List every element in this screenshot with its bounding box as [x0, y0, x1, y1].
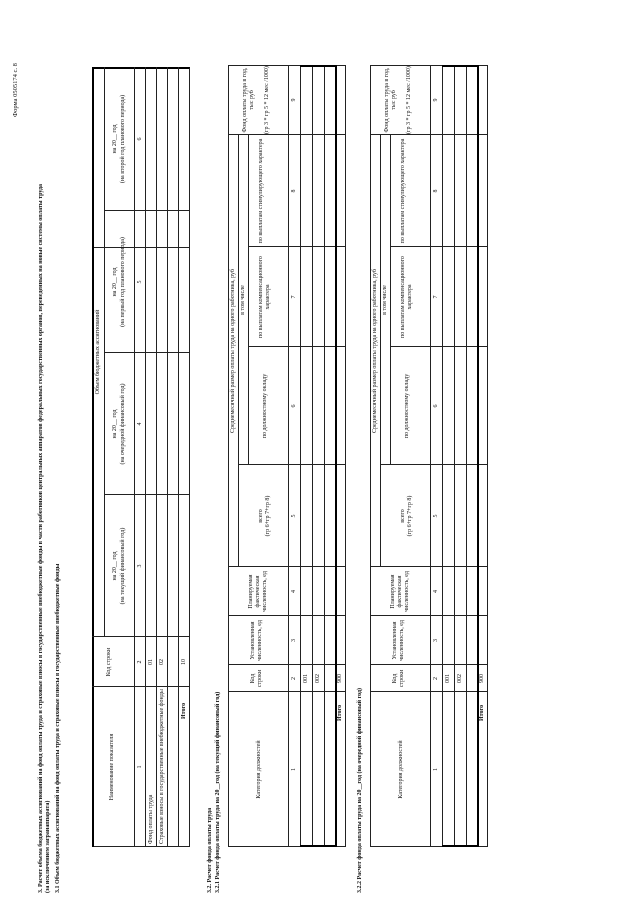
section-3-heading-line2: (за исключением загранаппарата): [45, 800, 51, 893]
num-cell: 3: [137, 564, 143, 568]
num-cell: 7: [433, 295, 439, 299]
col-year-2-sub: (на очередной финансовый год): [120, 383, 126, 465]
total-label: Итого: [181, 702, 187, 719]
col-compensation: по выплатам компенсационного характера: [400, 256, 413, 338]
col-budget-volume: Объем бюджетных ассигнований: [95, 309, 101, 395]
num-cell: 9: [433, 98, 439, 102]
num-cell: 1: [291, 768, 297, 771]
num-cell: 4: [433, 590, 439, 593]
row-code: 002: [315, 674, 321, 683]
row-name: Фонд оплаты труда: [148, 794, 154, 844]
row-name: Страховые взносы в государственные внебюджетные фонды: [159, 689, 165, 844]
col-payroll-fund-formula: (гр 3 * гр 5 * 12 мес /1000): [406, 66, 412, 134]
num-cell: 9: [291, 98, 297, 102]
col-stimulating: по выплатам стимулирующего характера: [258, 138, 264, 244]
col-planned-staff: Планируемая фактическая численность, ед: [390, 571, 410, 612]
form-code: Форма 0505174 с. 8: [12, 63, 19, 117]
col-total: всего: [258, 509, 264, 523]
num-cell: 3: [291, 639, 297, 642]
col-total-sub: (гр 6+гр 7+гр 8): [407, 495, 413, 537]
col-year-3-sub: (на первый год планового периода): [120, 237, 126, 327]
row-code: 002: [457, 674, 463, 683]
col-avg-salary: Среднемесячный размер оплаты труда на одного работника, руб: [372, 268, 378, 434]
col-indicator-name: Наименование показателя: [109, 733, 115, 801]
total-code: 900: [479, 674, 485, 683]
col-year-4: на 20__ год: [112, 124, 118, 154]
num-cell: 7: [291, 295, 297, 299]
num-cell: 4: [137, 422, 143, 426]
table-3-2-2: [370, 65, 488, 847]
table-3-2-1-title: 3.2.1 Расчет фонда оплаты труда на 20__год (на текущий финансовый год): [215, 691, 221, 893]
num-cell: 5: [137, 280, 143, 284]
num-cell: 5: [433, 514, 439, 518]
num-cell: 6: [433, 404, 439, 408]
table-3-1: [92, 67, 190, 847]
col-compensation: по выплатам компенсационного характера: [258, 256, 271, 338]
row-code: 001: [303, 674, 309, 683]
num-cell: 2: [433, 677, 439, 680]
col-year-1: на 20__ год: [112, 551, 118, 581]
num-cell: 6: [291, 404, 297, 408]
num-cell: 2: [291, 677, 297, 680]
total-label: Итого: [479, 704, 485, 721]
num-cell: 6: [137, 137, 143, 141]
col-total: всего: [400, 509, 406, 523]
col-position-category: Категория должностей: [256, 740, 262, 799]
section-3-heading: 3. Расчет объема бюджетных ассигнований на фонд оплаты труда и страховые взносы в государственные внебюджетные фонды в части работников центральных аппаратов федеральных государственных органов, переведенных на новые системы оплаты труда: [38, 183, 44, 893]
num-cell: 1: [433, 768, 439, 771]
row-code: 01: [148, 659, 154, 665]
col-year-3: на 20__ год: [112, 267, 118, 297]
col-line-code: Код строки: [250, 669, 263, 688]
section-3-2-title: 3.2. Расчет фонда оплаты труда: [207, 807, 213, 893]
col-total-sub: (гр 6+гр 7+гр 8): [265, 495, 271, 537]
col-payroll-fund-formula: (гр 3 * гр 5 * 12 мес /1000): [264, 66, 270, 134]
num-cell: 8: [291, 189, 297, 193]
num-cell: 1: [137, 765, 143, 769]
col-position-category: Категория должностей: [398, 740, 404, 799]
row-code: 001: [445, 674, 451, 683]
col-established-staff: Установленная численность, ед: [392, 620, 405, 661]
col-planned-staff: Планируемая фактическая численность, ед: [248, 571, 268, 612]
col-established-staff: Установленная численность, ед: [250, 620, 263, 661]
num-cell: 2: [137, 660, 143, 664]
num-cell: 5: [291, 514, 297, 518]
total-code: 10: [181, 659, 187, 665]
col-payroll-fund: Фонд оплаты труда в год, тыс руб: [384, 67, 397, 133]
col-stimulating: по выплатам стимулирующего характера: [400, 138, 406, 244]
table-3-1-title: 3.1 Объем бюджетных ассигнований на фонд оплаты труда и страховые взносы в государственные внебюджетные фонды: [55, 563, 61, 893]
col-year-1-sub: (на текущий финансовый год): [120, 527, 126, 605]
col-line-code: Код строки: [106, 647, 112, 677]
col-salary: по должностному окладу: [262, 373, 268, 439]
col-year-2: на 20__ год: [112, 409, 118, 439]
col-line-code: Код строки: [392, 669, 405, 688]
num-cell: 4: [291, 590, 297, 593]
total-code: 900: [337, 674, 343, 683]
col-avg-salary: Среднемесячный размер оплаты труда на одного работника, руб: [230, 268, 236, 434]
col-including: в том числе: [240, 285, 246, 315]
col-salary: по должностному окладу: [404, 373, 410, 439]
col-year-4-sub: (на второй год планового периода): [120, 94, 126, 184]
table-3-2-1: [228, 65, 346, 847]
row-code: 02: [159, 659, 165, 665]
num-cell: 3: [433, 639, 439, 642]
num-cell: 8: [433, 189, 439, 193]
col-including: в том числе: [382, 285, 388, 315]
table-3-2-2-title: 3.2.2 Расчет фонда оплаты труда на 20__год (на очередной финансовый год): [357, 687, 363, 893]
total-label: Итого: [337, 704, 343, 721]
col-payroll-fund: Фонд оплаты труда в год, тыс руб: [242, 67, 255, 133]
